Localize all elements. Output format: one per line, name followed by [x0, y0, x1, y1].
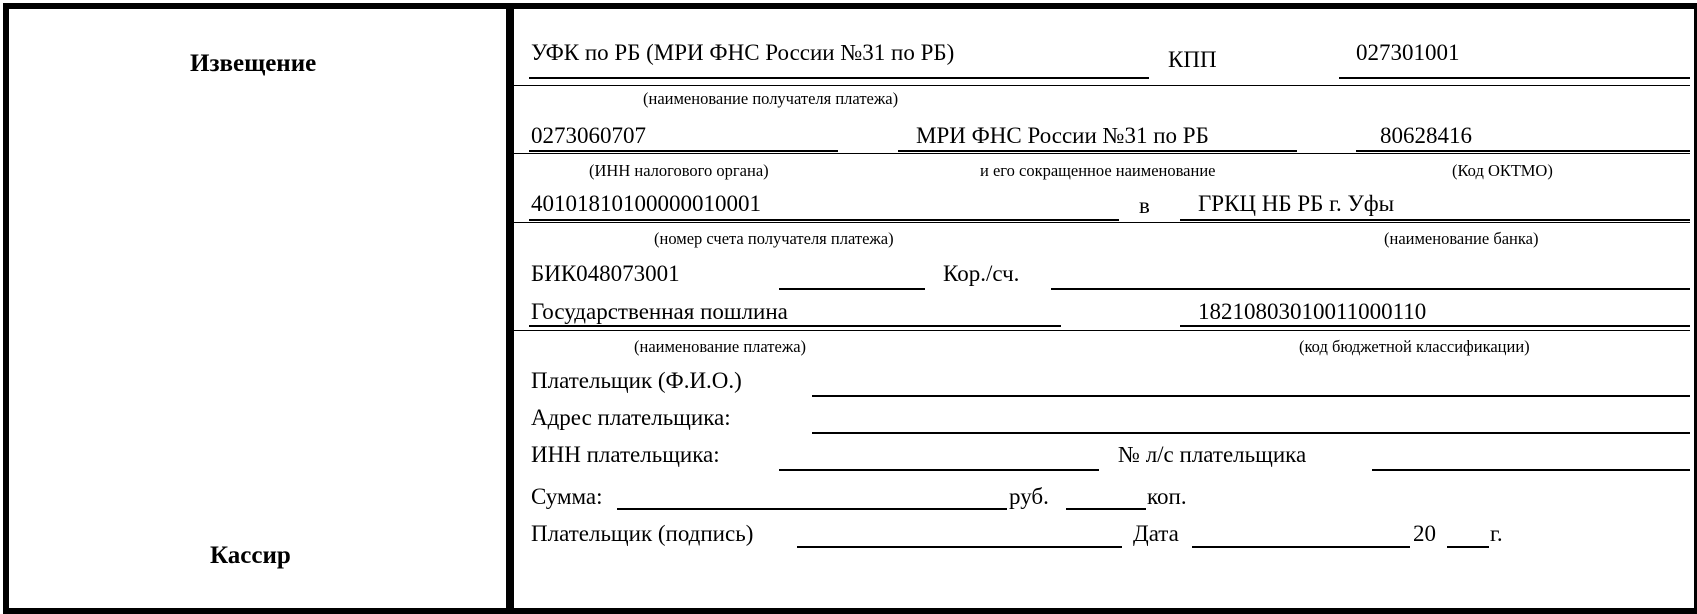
cashier-label: Кассир	[210, 542, 291, 569]
year-prefix: 20	[1413, 521, 1436, 546]
inn-caption: (ИНН налогового органа)	[589, 161, 769, 180]
oktmo-value: 80628416	[1380, 123, 1472, 148]
section-divider	[506, 9, 514, 608]
row-separator	[514, 222, 1690, 223]
bank-caption: (наименование банка)	[1384, 229, 1539, 248]
date-line	[1192, 546, 1410, 548]
in-label: в	[1139, 193, 1150, 218]
payer-inn-label: ИНН плательщика:	[531, 442, 720, 467]
kpp-value: 027301001	[1356, 40, 1460, 65]
corr-account-line	[1051, 288, 1690, 290]
recipient-name-caption: (наименование получателя платежа)	[643, 89, 899, 108]
account-caption: (номер счета получателя платежа)	[654, 229, 894, 248]
signature-label: Плательщик (подпись)	[531, 521, 754, 546]
date-label: Дата	[1133, 521, 1179, 546]
bik-value: БИК048073001	[531, 261, 680, 286]
kbk-value: 18210803010011000110	[1198, 299, 1427, 324]
payer-account-line	[1372, 469, 1690, 471]
kpp-line	[1339, 77, 1690, 79]
payer-address-line	[812, 432, 1690, 434]
recipient-name: УФК по РБ (МРИ ФНС России №31 по РБ)	[531, 40, 955, 65]
row-separator	[514, 330, 1690, 331]
year-line	[1447, 546, 1489, 548]
short-name-caption: и его сокращенное наименование	[980, 161, 1216, 180]
row-separator	[514, 85, 1690, 86]
recipient-short-name-line	[898, 150, 1297, 152]
oktmo-line	[1356, 150, 1690, 152]
kop-label: коп.	[1147, 484, 1187, 509]
year-suffix: г.	[1490, 521, 1503, 546]
recipient-inn: 0273060707	[531, 123, 646, 148]
payment-name-line	[529, 325, 1061, 327]
oktmo-caption: (Код ОКТМО)	[1452, 161, 1553, 180]
notice-title: Извещение	[190, 50, 317, 77]
kbk-caption: (код бюджетной классификации)	[1299, 337, 1530, 356]
payment-name: Государственная пошлина	[531, 299, 788, 324]
rub-label: руб.	[1009, 484, 1049, 509]
payer-inn-line	[779, 469, 1099, 471]
payer-fio-label: Плательщик (Ф.И.О.)	[531, 368, 742, 393]
recipient-short-name: МРИ ФНС России №31 по РБ	[916, 123, 1209, 148]
row-separator	[514, 153, 1690, 154]
sum-kop-line	[1066, 508, 1146, 510]
sum-rub-line	[617, 508, 1007, 510]
payment-name-caption: (наименование платежа)	[634, 337, 807, 356]
payer-account-label: № л/с плательщика	[1118, 442, 1307, 467]
payer-fio-line	[812, 395, 1690, 397]
kbk-line	[1180, 325, 1690, 327]
kpp-label: КПП	[1168, 47, 1217, 72]
bank-name-line	[1180, 219, 1690, 221]
recipient-name-line	[529, 77, 1149, 79]
payer-address-label: Адрес плательщика:	[531, 405, 731, 430]
bank-name: ГРКЦ НБ РБ г. Уфы	[1198, 191, 1395, 216]
sum-label: Сумма:	[531, 484, 603, 509]
recipient-account-line	[529, 219, 1119, 221]
recipient-account: 40101810100000010001	[531, 191, 761, 216]
signature-line	[797, 546, 1122, 548]
recipient-inn-line	[529, 150, 838, 152]
corr-account-label: Кор./сч.	[943, 261, 1020, 286]
bik-line	[779, 288, 925, 290]
